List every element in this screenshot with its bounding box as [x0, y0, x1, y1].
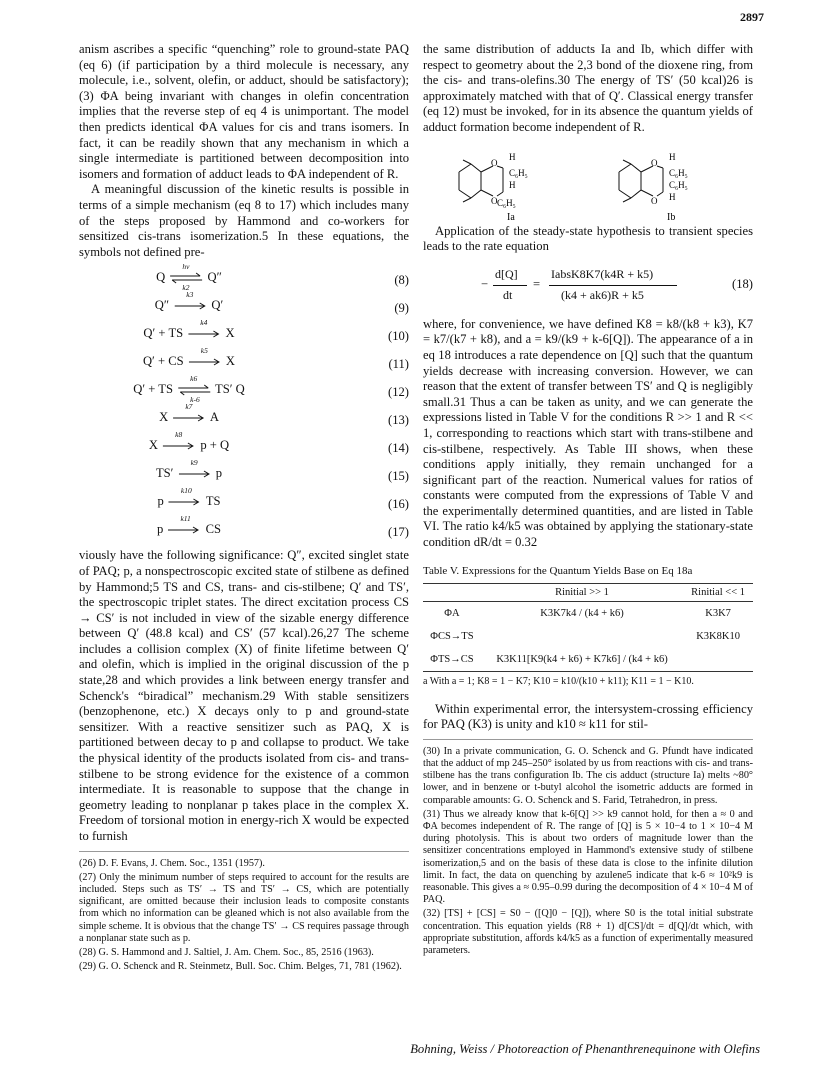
label-ib: Ib: [667, 211, 676, 223]
left-paragraph-2: A meaningful discussion of the kinetic results is possible in terms of a simple mechanism (eq 8 to 17) which includes many of the steps proposed by Hammond and co-workers for sensitized cis-trans isomerization.5 In these equations, the symbols not defined pre-: [79, 182, 409, 259]
table-cell: [481, 625, 683, 648]
table-header: Rinitial >> 1: [481, 583, 683, 601]
footnote-27: (27) Only the minimum number of steps required to account for the results are included. Steps such as TS′ → TS and TS′ → CS, which are potentially significant, are omitted because their inclusion leads to composite constants from which no information can be gleaned which is not also available from the simple scheme. It is obvious that the change TS′ → CS requires passage through a nonplanar state such as p.: [79, 871, 409, 944]
footnote-divider: [79, 851, 409, 852]
right-footnotes: [423, 746, 753, 957]
equation-lhs: X: [159, 410, 169, 425]
equation-row: [79, 516, 409, 544]
equilibrium-arrow-icon: [176, 374, 212, 405]
footnote-31: (31) Thus we already know that k-6[Q] >> k9 cannot hold, for then a ≈ 0 and ΦA becomes independent of R. The range of [Q] is 5 × 10−4 to 1 × 10−4 M during photolysis. This is about two orders of magnitude lower than the sensitizer concentrations employed in Hammond's extensive study of stilbene isomerization,5 and on the basis of these data is close to the infinite dilution limit. In fact, the data on quenching by azulene5 indicate that k-6 ≈ 10²k9 is reasonable. This gives a ≈ 0.95–0.99 during the decomposition of 4 × 10−4 M of PAQ.: [423, 808, 753, 906]
table-cell: K3K7k4 / (k4 + k6): [540, 607, 624, 619]
equilibrium-arrow-icon: [168, 262, 204, 293]
table-header: Rinitial << 1: [683, 583, 753, 601]
equation-row: [79, 404, 409, 432]
equation-number: (13): [388, 413, 409, 428]
table-cell: K3K7: [705, 607, 731, 619]
equation-number: (12): [388, 385, 409, 400]
equation-rhs: p + Q: [200, 438, 230, 453]
rate-constant-label: k6: [190, 374, 198, 384]
ia-h-top: H: [509, 151, 516, 162]
equation-lhs: p: [157, 494, 164, 509]
ia-h-mid: H: [509, 179, 516, 190]
equation-rhs: X: [225, 326, 235, 341]
equation-number: (14): [388, 441, 409, 456]
mechanism-equations: [79, 264, 409, 544]
table-cell: K3K11[K9(k4 + k6) + K7k6] / (k4 + k6): [496, 653, 668, 665]
page-number: 2897: [740, 10, 764, 24]
equation-row: [79, 348, 409, 376]
ia-oxygen-top: O: [491, 157, 498, 168]
rate-constant-label: k9: [190, 458, 198, 468]
rate-constant-label: k4: [200, 318, 208, 328]
table-cell: K3K8K10: [696, 630, 740, 642]
table-v-footnote: a With a = 1; K8 = 1 − K7; K10 = k10/(k10 + k11); K11 = 1 − K10.: [423, 671, 753, 688]
reaction-arrow-icon: [187, 346, 223, 369]
right-paragraph-3: where, for convenience, we have defined K8 = k8/(k8 + k3), K7 = k7/(k7 + k8), and a = k9/(k9 + k-6[Q]). The appearance of a in eq 18 introduces a rate dependence on [Q] such that the quantum yields decrease with increasing conversion. However, we can reason that the extent of transfer between TS′ and Q is negligibly small.31 Thus a can be taken as unity, and we can generate the expressions listed in Table V for the conditions R >> 1 and R << 1, corresponding to reactions which start with trans-stilbene and cis-stilbene, respectively. As Table III shows, when these conditions apply initially, they remain unchanged for a significant part of the reaction. Numerical values for ratios of constants were computed from the expressions of Table V and the experimentally determined quantities, and are listed in Table VI. The ratio k4/k5 was obtained by applying the stationary-state condition dR/dt = 0.32: [423, 316, 753, 550]
equation-lhs: p: [156, 522, 164, 537]
ia-oxygen-bottom: O: [491, 195, 498, 206]
equation-lhs: Q′ + TS: [143, 326, 184, 341]
equation-rhs: A: [209, 410, 219, 425]
equation-row: [79, 292, 409, 320]
rate-rhs-den: (k4 + ak6)R + k5: [561, 287, 644, 302]
right-paragraph-1: the same distribution of adducts Ia and Ib, which differ with respect to geometry about the 2,3 bond of the dioxene ring, from the cis- and trans-olefins.30 The energy of TS′ (50 kcal)26 is approximately matched with that of Q′. Classical energy transfer (eq 12) must be invoked, for in its absence the quantum yields of adduct formation become independent of R.: [423, 42, 753, 134]
table-cell: ΦA: [444, 607, 460, 619]
table-v: [423, 583, 753, 671]
reaction-arrow-icon: [172, 290, 208, 313]
equation-rhs: X: [225, 354, 236, 369]
equation-number: (10): [388, 329, 409, 344]
left-paragraph-1: anism ascribes a specific “quenching” role to ground-state PAQ (eq 6) (if participation by a third molecule is necessary, any molecule, i.e., solvent, olefin, or adduct, should be satisfactory); (3) ΦA being invariant with changes in olefin concentration implies that the reverse step of eq 4 is unimportant. The model then predicts identical ΦA values for cis and trans isomers. In fact, it can be readily shown that any mechanism in which a single intermediate is partitioned between decomposition into isomers and formation of adduct leads to ΦA independent of R.: [79, 42, 409, 181]
right-paragraph-2: Application of the steady-state hypothesis to transient species leads to the rate equation: [423, 223, 753, 254]
reaction-arrow-icon: [186, 318, 222, 341]
equation-number: (8): [394, 273, 409, 288]
adduct-structures-figure: [423, 142, 753, 224]
rate-rhs-num: IabsK8K7(k4R + k5): [551, 266, 654, 281]
footnote-divider: [423, 739, 753, 740]
ia-ph-top: C₆H₅: [509, 167, 528, 178]
footnote-28: (28) G. S. Hammond and J. Saltiel, J. Am. Chem. Soc., 85, 2516 (1963).: [79, 947, 374, 959]
equation-lhs: TS′: [155, 466, 174, 481]
table-cell: [683, 648, 753, 671]
equation-lhs: Q: [156, 270, 166, 285]
equation-row: [79, 320, 409, 348]
rate-constant-label: k3: [186, 290, 194, 300]
equation-row: [79, 432, 409, 460]
equation-number: (17): [388, 525, 409, 540]
equation-number: (15): [388, 469, 409, 484]
rate-constant-label: k5: [200, 346, 208, 356]
left-column: [79, 42, 409, 973]
equation-row: [79, 488, 409, 516]
footnote-29: (29) G. O. Schenck and R. Steinmetz, Bull. Soc. Chim. Belges, 71, 781 (1962).: [79, 961, 402, 973]
label-ia: Ia: [507, 211, 515, 223]
ib-h-bottom: H: [669, 191, 676, 202]
equation-number: (9): [394, 301, 409, 316]
reaction-arrow-icon: [167, 486, 203, 509]
equation-lhs: X: [148, 438, 158, 453]
equation-rhs: p: [215, 466, 223, 481]
reaction-arrow-icon: [161, 430, 197, 453]
right-paragraph-4: Within experimental error, the intersystem-crossing efficiency for PAQ (K3) is unity and k10 ≈ k11 for stil-: [423, 701, 753, 732]
table-cell: ΦTS→CS: [430, 653, 474, 665]
equation-rhs: Q′: [211, 298, 224, 313]
rate-equation-18: − d[Q] dt = IabsK8K7(k4R + k5) (k4 + ak6)R + k5 (18): [481, 266, 753, 302]
rate-constant-label: k8: [175, 430, 183, 440]
adduct-structures: [423, 142, 753, 224]
table-row: [423, 625, 753, 648]
rate-constant-label: k10: [180, 486, 192, 496]
equation-rhs: TS: [205, 494, 221, 509]
right-column: [423, 42, 753, 957]
page-footer: Bohning, Weiss / Photoreaction of Phenanthrenequinone with Olefins: [410, 1042, 760, 1056]
equation-row: [79, 264, 409, 292]
ib-oxygen-top: O: [651, 157, 658, 168]
footnote-26: (26) D. F. Evans, J. Chem. Soc., 1351 (1957).: [79, 857, 265, 869]
footnote-30: (30) In a private communication, G. O. Schenck and G. Pfundt have indicated that the adduct of mp 245–250° isolated by us from reactions with cis- and trans-stilbene has the trans configuration Ib. The cis adduct (structure Ia) melts ~80° lower, and in benzene or t-butyl alcohol the isometric adducts are formed in comparable amounts: G. O. Schenck and S. Farid, Tetrahedron, in press.: [423, 745, 753, 806]
ib-h-top: H: [669, 151, 676, 162]
rate-constant-label: hν: [182, 262, 190, 272]
equation-number: (16): [388, 497, 409, 512]
rate-lhs-num: d[Q]: [495, 266, 518, 281]
equation-lhs: Q′ + CS: [142, 354, 184, 369]
equation-rhs: CS: [205, 522, 222, 537]
table-row: [423, 601, 753, 625]
rate-lhs-den: dt: [503, 287, 513, 302]
ia-ph-bottom: C₆H₅: [497, 197, 516, 208]
equation-row: [79, 460, 409, 488]
table-row: [423, 648, 753, 671]
table-v-title: Table V. Expressions for the Quantum Yields Base on Eq 18a: [423, 564, 693, 577]
reaction-arrow-icon: [166, 514, 202, 537]
rate-eq-number: (18): [732, 276, 753, 291]
table-header: [423, 583, 481, 601]
footnote-32: (32) [TS] + [CS] = S0 − ([Q]0 − [Q]), where S0 is the total initial substrate concentration. This equation yields (R8 + 1) d[CS]/dt = d[Q]/dt which, with appropriate substitution, affords k4/k5 as a function of experimentally measured parameters.: [423, 908, 753, 957]
equation-lhs: Q″: [154, 298, 170, 313]
rate-constant-label: k11: [180, 514, 191, 524]
rate-constant-label: k7: [185, 402, 193, 412]
rate-constant-label-reverse: k2: [182, 283, 190, 293]
equation-rhs: TS′ Q: [215, 382, 245, 397]
equation-rhs: Q″: [207, 270, 222, 285]
ib-ph-top: C₆H₅: [669, 167, 688, 178]
equation-row: [79, 376, 409, 404]
equation-number: (11): [388, 357, 409, 372]
ib-oxygen-bottom: O: [651, 195, 658, 206]
ib-ph-mid: C₆H₅: [669, 179, 688, 190]
rate-constant-label-reverse: k-6: [190, 395, 200, 405]
table-cell: ΦCS→TS: [430, 630, 474, 642]
reaction-arrow-icon: [171, 402, 207, 425]
reaction-arrow-icon: [177, 458, 213, 481]
left-footnotes: [79, 858, 409, 974]
left-paragraph-3: viously have the following significance: Q″, excited singlet state of PAQ; p, a nonspectroscopic excited state of stilbene as defined by Hammond;5 TS and CS, trans- and cis-stilbene; Q′ and TS′, the spectroscopic triplet states. The direct excitation process CS → CS′ is not included in view of the sizable energy difference between Q′ (48.8 kcal) and CS′ (57 kcal).26,27 The scheme includes a collision complex (X) of finite lifetime between Q′ and olefin, which is implied in the original discussion of the p state,28 and which provides a link between energy transfer and Schenck's “biradical” mechanism.29 With stable sensitizers (benzophenone, etc.) X decays only to p and ground-state sensitizer. With a reactive sensitizer such as PAQ, X is partitioned between decay to p and collapse to product. We take the physical identity of the products isolated from cis- and trans-stilbene to be strong evidence for the existence of a common intermediate. It is reasonable to suppose that the change in geometry leading to nonplanar p takes place in the complex X. Freedom of torsional motion in energy-rich X would be expected to furnish: [79, 548, 409, 843]
equation-lhs: Q′ + TS: [133, 382, 173, 397]
